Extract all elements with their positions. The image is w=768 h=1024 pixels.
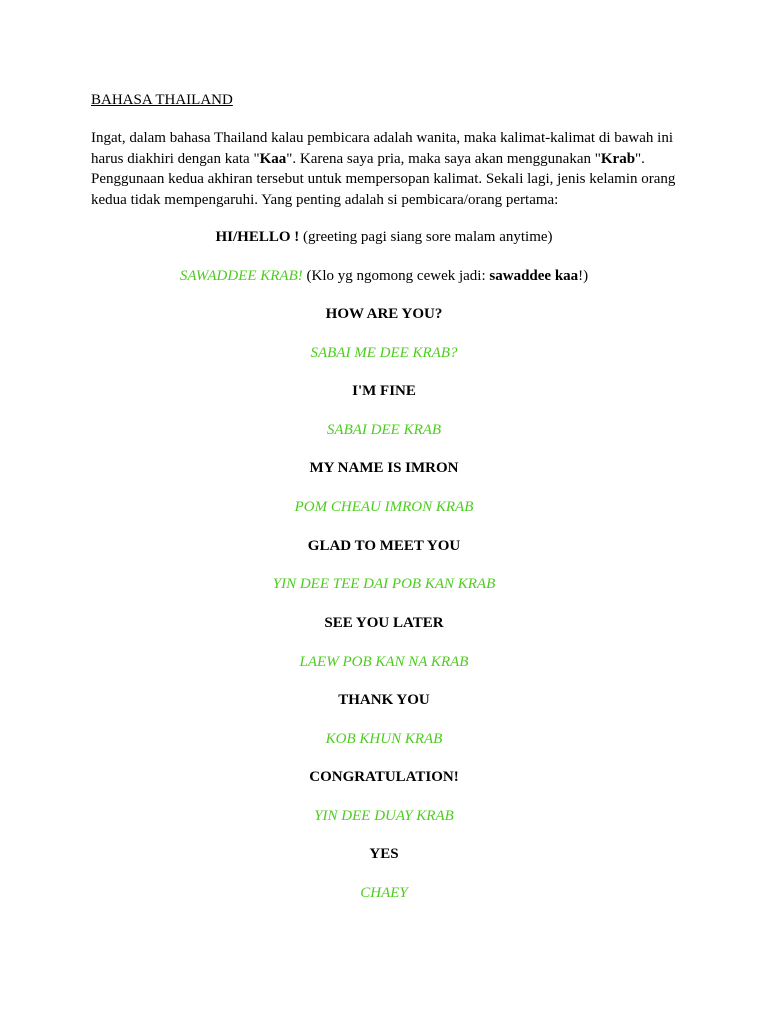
intro-text: ". — [635, 150, 645, 167]
intro-text: harus diakhiri dengan kata " — [91, 150, 260, 167]
thai-phrase: POM CHEAU IMRON KRAB — [294, 499, 474, 515]
english-phrase: MY NAME IS IMRON — [309, 460, 459, 476]
intro-line — [91, 169, 691, 190]
thai-phrase: KOB KHUN KRAB — [325, 731, 443, 747]
greeting-thai: SAWADDEE KRAB! — [179, 268, 303, 284]
greeting-thai-female: sawaddee kaa — [489, 268, 579, 284]
greeting-note: (greeting pagi siang sore malam anytime) — [299, 229, 553, 245]
thai-phrase: SABAI ME DEE KRAB? — [310, 345, 458, 361]
intro-text: ". Karena saya pria, maka saya akan menggunakan " — [286, 150, 601, 167]
intro-text: kedua tidak mempengaruhi. Yang penting adalah si pembicara/orang pertama: — [91, 191, 559, 208]
thai-phrase: CHAEY — [360, 885, 408, 901]
page-title: BAHASA THAILAND — [91, 92, 233, 108]
english-phrase: CONGRATULATION! — [309, 769, 459, 785]
english-phrase: GLAD TO MEET YOU — [307, 538, 461, 554]
intro-line — [91, 128, 691, 149]
krab-suffix: Krab — [600, 150, 636, 167]
intro-text: Penggunaan kedua akhiran tersebut untuk mempersopan kalimat. Sekali lagi, jenis kelamin orang — [91, 171, 676, 187]
thai-phrase: LAEW POB KAN NA KRAB — [299, 654, 469, 670]
thai-phrase: YIN DEE DUAY KRAB — [314, 808, 454, 824]
intro-text: Ingat, dalam bahasa Thailand kalau pembicara adalah wanita, maka kalimat-kalimat di bawah ini — [91, 130, 673, 146]
greeting-thai-row — [0, 268, 768, 285]
english-phrase: YES — [369, 846, 399, 862]
intro-line — [91, 149, 691, 170]
english-phrase: HOW ARE YOU? — [325, 306, 443, 322]
greeting-phrase: HI/HELLO ! — [215, 229, 300, 245]
intro-paragraph — [91, 128, 691, 210]
english-phrase: I'M FINE — [352, 383, 416, 399]
greeting-thai-note: !) — [578, 268, 589, 284]
thai-phrase: YIN DEE TEE DAI POB KAN KRAB — [272, 576, 496, 592]
intro-line — [91, 190, 691, 211]
greeting-thai-note: (Klo yg ngomong cewek jadi: — [302, 268, 490, 284]
english-phrase: THANK YOU — [338, 692, 430, 708]
thai-phrase: SABAI DEE KRAB — [326, 422, 442, 438]
kaa-suffix: Kaa — [259, 150, 287, 167]
greeting-row — [0, 229, 768, 246]
english-phrase: SEE YOU LATER — [324, 615, 444, 631]
